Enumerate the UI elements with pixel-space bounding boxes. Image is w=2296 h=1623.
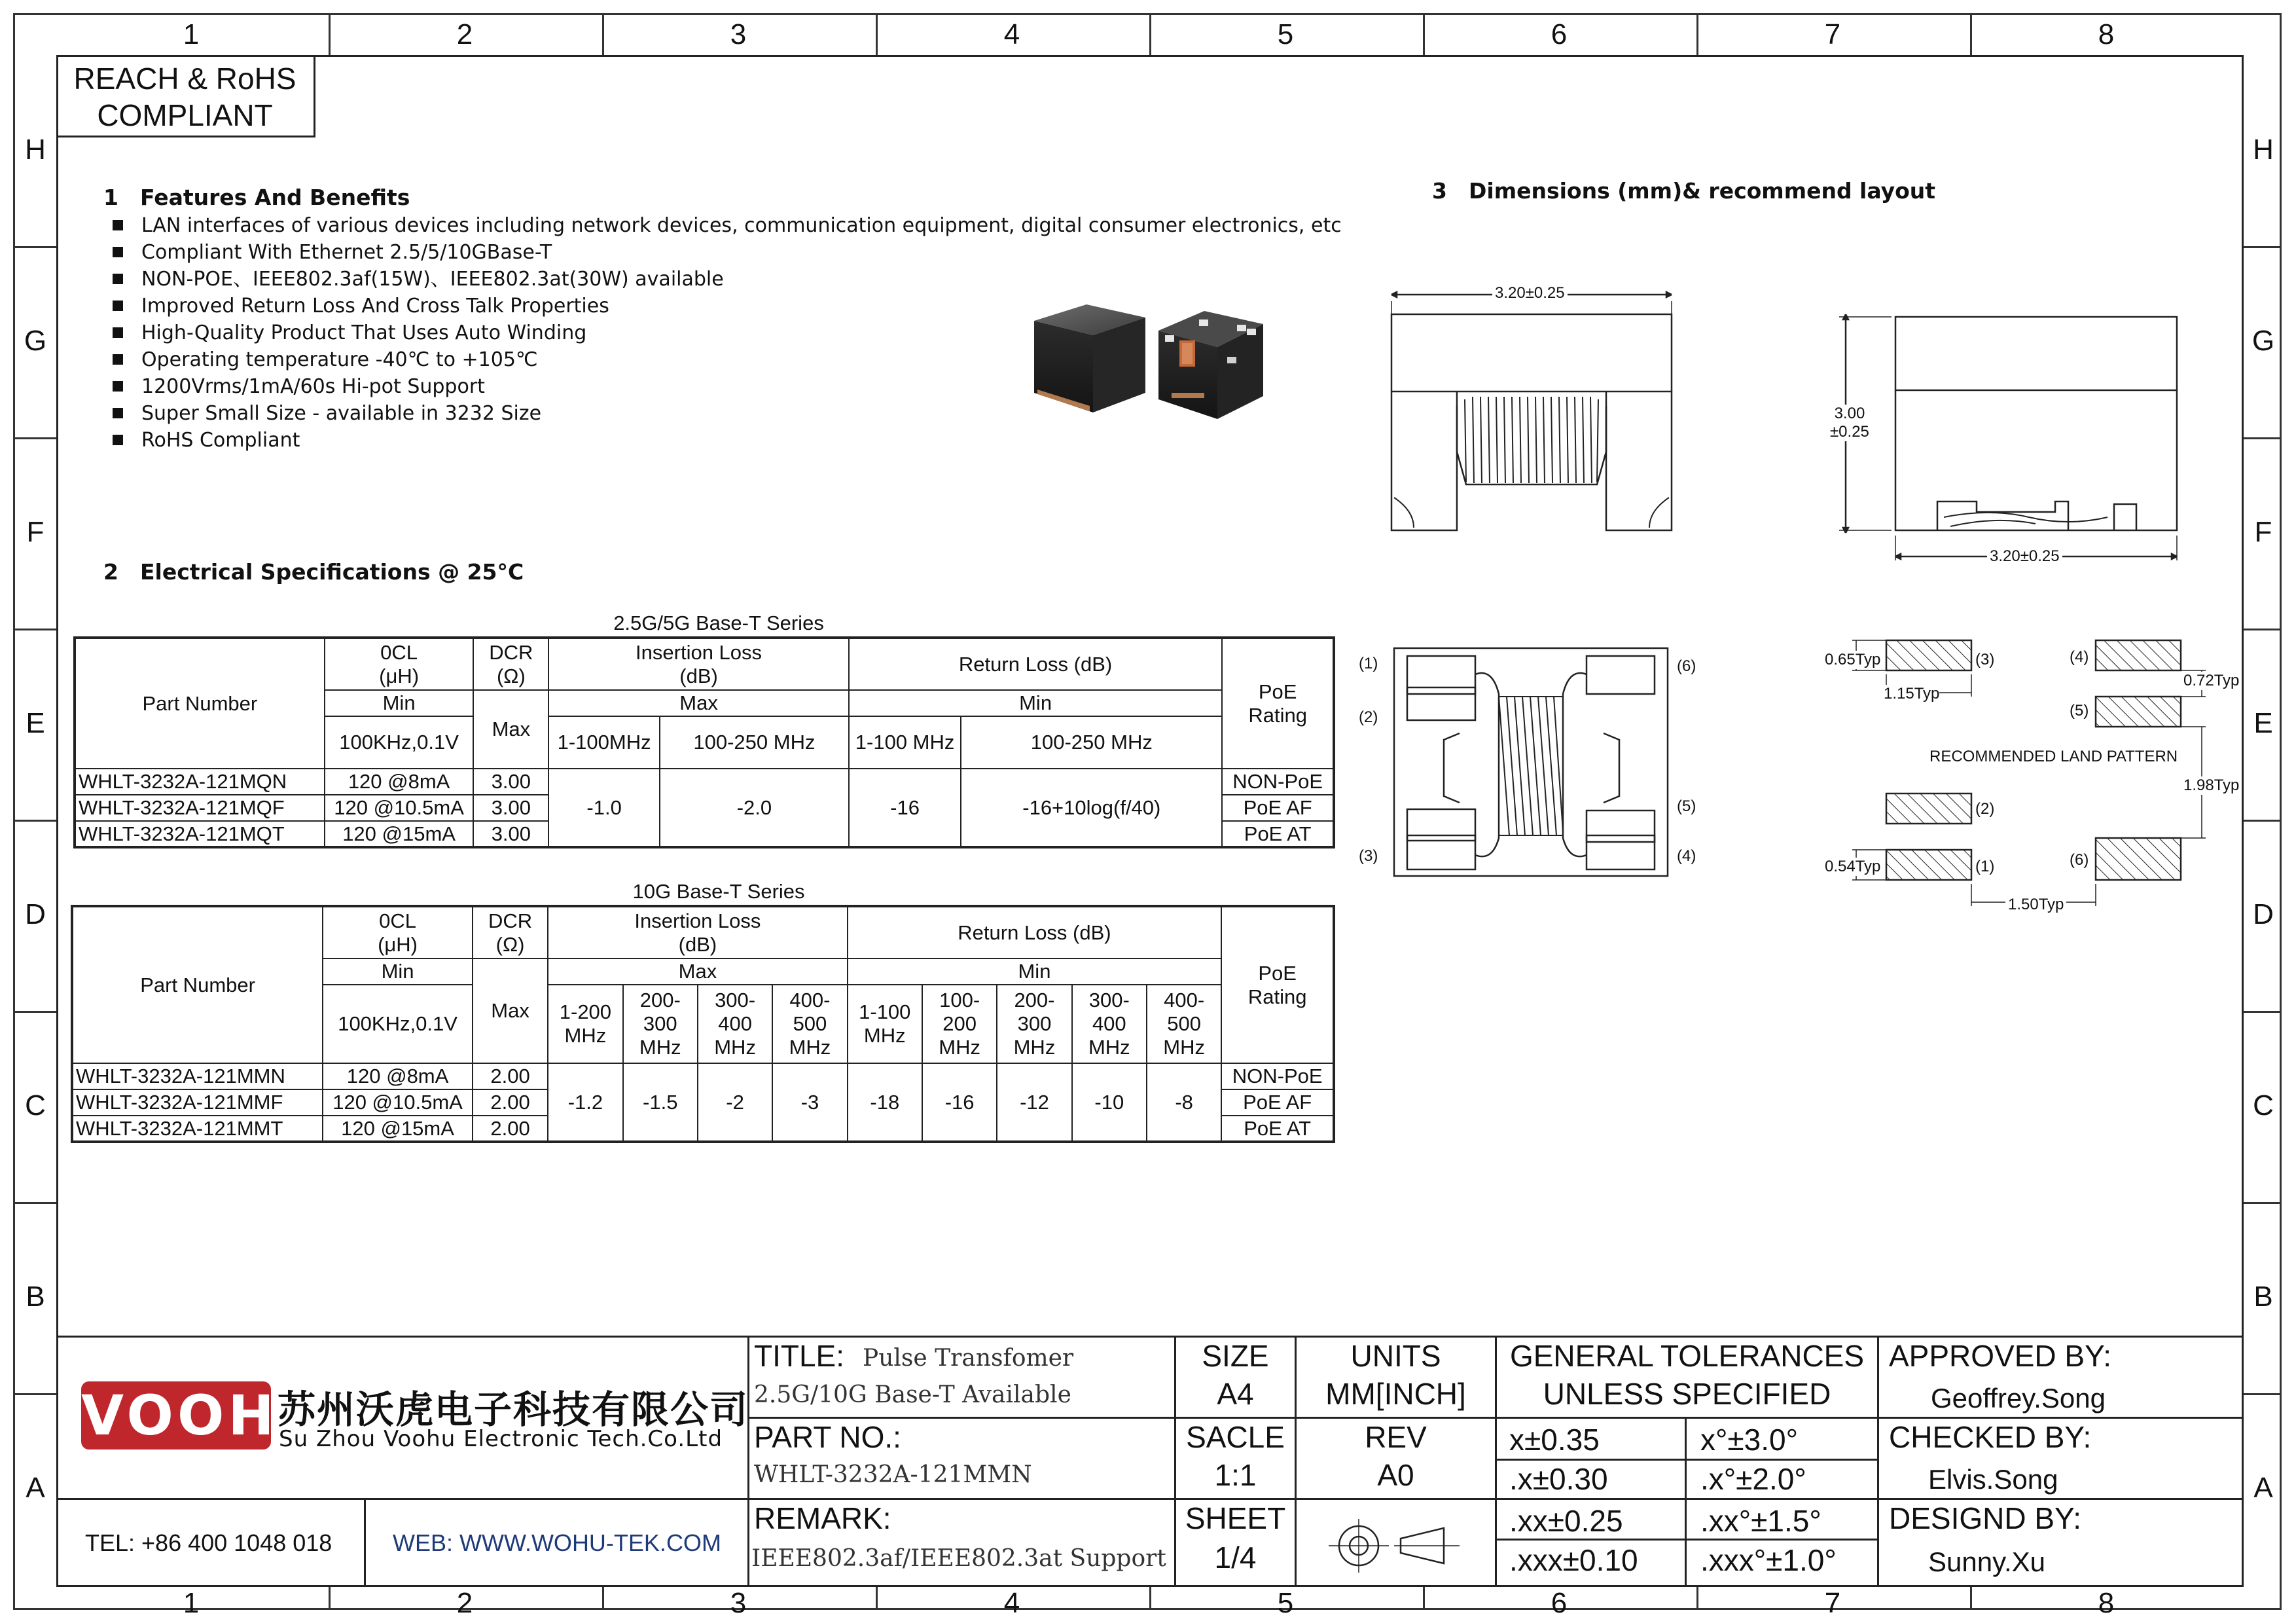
tolerance-linear-2: .xx±0.25 xyxy=(1509,1504,1623,1538)
tolerance-angular-0: x°±3.0° xyxy=(1700,1423,1798,1457)
col-header-part-number: Part Number xyxy=(75,638,325,769)
dim-side-height: 3.00 ±0.25 xyxy=(1830,405,1869,441)
ocl-min-label: Min xyxy=(325,690,474,716)
zone-number: 6 xyxy=(1551,1587,1568,1619)
pin-label-6: (6) xyxy=(1677,657,1696,675)
il-value: -3 xyxy=(772,1063,847,1142)
rl-freq-2: 100-250 MHz xyxy=(961,716,1222,769)
rl-value: -12 xyxy=(997,1063,1071,1142)
dim-115: 1.15Typ xyxy=(1884,685,1940,702)
rl-value: -18 xyxy=(848,1063,922,1142)
il-freq: 300- 400 MHz xyxy=(698,985,772,1063)
zone-number: 8 xyxy=(2098,1587,2115,1619)
zone-number: 2 xyxy=(456,1587,473,1619)
approved-label: APPROVED BY: xyxy=(1889,1339,2112,1373)
designed-value: Sunny.Xu xyxy=(1928,1546,2046,1577)
ocl-condition: 100KHz,0.1V xyxy=(323,985,473,1063)
il-freq: 200- 300 MHz xyxy=(623,985,698,1063)
rl-freq: 300- 400 MHz xyxy=(1072,985,1147,1063)
sheet-value: 1/4 xyxy=(1214,1541,1257,1575)
col-header-return-loss: Return Loss (dB) xyxy=(849,638,1223,690)
part-no-label: PART NO.: xyxy=(754,1420,901,1454)
dim-side-width: 3.20±0.25 xyxy=(1987,547,2062,566)
il-max-label: Max xyxy=(548,690,849,716)
ocl-condition: 100KHz,0.1V xyxy=(325,716,474,769)
zone-number: 4 xyxy=(1003,18,1020,50)
side-view-drawing xyxy=(1820,308,2186,583)
title-value-line1: Pulse Transfomer xyxy=(863,1345,1074,1372)
il-value: -1.5 xyxy=(623,1063,698,1142)
list-item: High-Quality Product That Uses Auto Winding xyxy=(109,319,1342,346)
zone-letter: G xyxy=(2251,325,2275,357)
land-pin-1: (1) xyxy=(1975,858,1995,875)
pin-label-3: (3) xyxy=(1359,847,1378,865)
dimensions-heading xyxy=(1432,178,1935,204)
company-tel: TEL: +86 400 1048 018 xyxy=(85,1529,332,1556)
company-web[interactable]: WEB: WWW.WOHU-TEK.COM xyxy=(393,1529,721,1556)
zone-number: 6 xyxy=(1551,18,1568,50)
dim-150: 1.50Typ xyxy=(2005,896,2066,914)
il-freq: 1-200 MHz xyxy=(548,985,622,1063)
zone-number: 1 xyxy=(183,18,200,50)
table-row: WHLT-3232A-121MMN 120 @8mA 2.00 -1.2 -1.5 -2 -3 -18 -16 -12 -10 -8 NON-PoE xyxy=(72,1063,1334,1089)
designed-label: DESIGND BY: xyxy=(1889,1501,2081,1535)
zone-letter: C xyxy=(2253,1089,2274,1122)
company-name-en: Su Zhou Voohu Electronic Tech.Co.Ltd xyxy=(279,1426,723,1452)
tolerance-linear-3: .xxx±0.10 xyxy=(1509,1543,1638,1577)
col-header-dcr: DCR (Ω) xyxy=(473,638,548,690)
features-title: Features And Benefits xyxy=(140,185,410,210)
pin-label-2: (2) xyxy=(1359,708,1378,726)
dcr-max-label: Max xyxy=(473,690,548,769)
zone-number: 3 xyxy=(730,1587,747,1619)
table1-caption: 2.5G/5G Base-T Series xyxy=(613,611,824,634)
dim-top-width: 3.20±0.25 xyxy=(1492,284,1568,302)
list-item: Compliant With Ethernet 2.5/5/10GBase-T xyxy=(109,239,1342,266)
col-header-poe-rating: PoE Rating xyxy=(1221,906,1334,1063)
pin-label-1: (1) xyxy=(1359,655,1378,672)
electrical-title: Electrical Specifications @ 25°C xyxy=(140,559,524,585)
units-label: UNITS xyxy=(1350,1339,1441,1373)
table2-caption: 10G Base-T Series xyxy=(632,880,805,903)
rl-value: -16+10log(f/40) xyxy=(961,769,1222,847)
electrical-number: 2 xyxy=(103,559,118,585)
ocl-min-label: Min xyxy=(323,958,473,985)
col-header-insertion-loss: Insertion Loss (dB) xyxy=(548,906,847,958)
rev-value: A0 xyxy=(1377,1458,1414,1492)
zone-letter: E xyxy=(26,707,45,739)
il-freq: 400- 500 MHz xyxy=(772,985,847,1063)
list-item: LAN interfaces of various devices including network devices, communication equipment, digital consumer electronics, etc xyxy=(109,212,1342,239)
col-header-ocl: 0CL (μH) xyxy=(323,906,473,958)
rl-value: -10 xyxy=(1072,1063,1147,1142)
rl-freq: 400- 500 MHz xyxy=(1147,985,1221,1063)
compliance-line2: COMPLIANT xyxy=(97,98,273,132)
tolerance-angular-2: .xx°±1.5° xyxy=(1700,1504,1821,1538)
zone-letter: A xyxy=(2253,1472,2273,1504)
zone-number: 8 xyxy=(2098,18,2115,50)
zone-letter: G xyxy=(24,325,47,357)
dim-072: 0.72Typ xyxy=(2183,672,2240,689)
rl-value: -16 xyxy=(922,1063,997,1142)
scale-value: 1:1 xyxy=(1214,1458,1257,1492)
dim-198: 1.98Typ xyxy=(2183,776,2240,794)
il-value: -2.0 xyxy=(660,769,849,847)
tolerance-title-1: GENERAL TOLERANCES xyxy=(1509,1339,1865,1373)
rl-value: -16 xyxy=(849,769,961,847)
electrical-heading xyxy=(103,559,524,585)
zone-number: 5 xyxy=(1277,1587,1294,1619)
tolerance-angular-3: .xxx°±1.0° xyxy=(1700,1543,1837,1577)
dimensions-number: 3 xyxy=(1432,178,1447,204)
company-name-cn: 苏州沃虎电子科技有限公司 xyxy=(278,1387,749,1432)
tolerance-linear-0: x±0.35 xyxy=(1509,1423,1600,1457)
spec-table-10g xyxy=(71,905,1335,1143)
pin-label-4: (4) xyxy=(1677,847,1696,865)
il-freq-1: 1-100MHz xyxy=(548,716,660,769)
remark-label: REMARK: xyxy=(754,1501,891,1535)
list-item: Improved Return Loss And Cross Talk Properties xyxy=(109,293,1342,319)
list-item: 1200Vrms/1mA/60s Hi-pot Support xyxy=(109,373,1342,400)
checked-label: CHECKED BY: xyxy=(1889,1420,2092,1454)
zone-number: 5 xyxy=(1277,18,1294,50)
company-logo xyxy=(81,1381,327,1450)
features-heading xyxy=(103,185,410,210)
remark-value: IEEE802.3af/IEEE802.3at Support xyxy=(751,1545,1166,1572)
zone-letter: F xyxy=(2254,516,2272,548)
table-row: WHLT-3232A-121MQT 120 @15mA 3.00 PoE AT xyxy=(75,821,1334,847)
dim-054: 0.54Typ xyxy=(1825,858,1881,875)
rl-min-label: Min xyxy=(849,690,1223,716)
list-item: Operating temperature -40℃ to +105℃ xyxy=(109,346,1342,373)
dimensions-title: Dimensions (mm)& recommend layout xyxy=(1469,178,1936,204)
dcr-max-label: Max xyxy=(473,958,548,1063)
pin-label-5: (5) xyxy=(1677,797,1696,815)
land-pattern-title: RECOMMENDED LAND PATTERN xyxy=(1929,748,2178,765)
table-row: WHLT-3232A-121MQN 120 @8mA 3.00 -1.0 -2.0 -16 -16+10log(f/40) NON-PoE xyxy=(75,769,1334,795)
units-value: MM[INCH] xyxy=(1325,1377,1466,1411)
table-row: WHLT-3232A-121MMF 120 @10.5mA 2.00 PoE AF xyxy=(72,1089,1334,1116)
sheet-label: SHEET xyxy=(1185,1501,1286,1535)
zone-letter: D xyxy=(2253,898,2274,930)
scale-label: SACLE xyxy=(1186,1420,1285,1454)
rl-freq-1: 1-100 MHz xyxy=(849,716,961,769)
col-header-dcr: DCR (Ω) xyxy=(473,906,548,958)
projection-symbol-icon xyxy=(1316,1516,1473,1575)
il-freq-2: 100-250 MHz xyxy=(660,716,849,769)
col-header-return-loss: Return Loss (dB) xyxy=(848,906,1222,958)
rl-value: -8 xyxy=(1147,1063,1221,1142)
rl-freq: 1-100 MHz xyxy=(848,985,922,1063)
land-pin-5: (5) xyxy=(2070,702,2089,720)
compliance-box xyxy=(56,55,315,137)
col-header-ocl: 0CL (μH) xyxy=(325,638,474,690)
land-pin-3: (3) xyxy=(1975,651,1995,668)
spec-table-2g5g xyxy=(73,636,1335,848)
col-header-insertion-loss: Insertion Loss (dB) xyxy=(548,638,849,690)
size-value: A4 xyxy=(1217,1377,1254,1411)
size-label: SIZE xyxy=(1202,1339,1269,1373)
features-number: 1 xyxy=(103,185,118,210)
col-header-part-number: Part Number xyxy=(72,906,323,1063)
approved-value: Geoffrey.Song xyxy=(1931,1383,2106,1413)
zone-letter: H xyxy=(25,134,46,166)
list-item: Super Small Size - available in 3232 Size xyxy=(109,400,1342,427)
zone-letter: E xyxy=(2253,707,2273,739)
zone-number: 3 xyxy=(730,18,747,50)
rev-label: REV xyxy=(1365,1420,1427,1454)
zone-letter: C xyxy=(25,1089,46,1122)
title-label: TITLE: xyxy=(754,1339,845,1373)
zone-letter: D xyxy=(25,898,46,930)
rl-freq: 200- 300 MHz xyxy=(997,985,1071,1063)
product-3d-image xyxy=(1028,295,1296,426)
il-value: -1.0 xyxy=(548,769,660,847)
checked-value: Elvis.Song xyxy=(1928,1464,2058,1495)
land-pin-4: (4) xyxy=(2070,648,2089,666)
table-row: WHLT-3232A-121MQF 120 @10.5mA 3.00 PoE AF xyxy=(75,795,1334,821)
dim-065: 0.65Typ xyxy=(1825,651,1881,668)
compliance-line1: REACH & RoHS xyxy=(73,62,296,96)
zone-number: 1 xyxy=(183,1587,200,1619)
zone-letter: A xyxy=(26,1472,45,1504)
zone-letter: B xyxy=(26,1281,45,1313)
logo-text: VOOHU xyxy=(81,1383,327,1448)
rl-min-label: Min xyxy=(848,958,1222,985)
land-pin-2: (2) xyxy=(1975,800,1995,818)
tolerance-angular-1: .x°±2.0° xyxy=(1700,1462,1806,1496)
col-header-poe-rating: PoE Rating xyxy=(1222,638,1334,769)
tolerance-title-2: UNLESS SPECIFIED xyxy=(1543,1377,1831,1411)
bottom-view-drawing xyxy=(1381,642,1682,890)
list-item: NON-POE、IEEE802.3af(15W)、IEEE802.3at(30W) available xyxy=(109,266,1342,293)
zone-letter: H xyxy=(2253,134,2274,166)
list-item: RoHS Compliant xyxy=(109,427,1342,454)
il-value: -2 xyxy=(698,1063,772,1142)
zone-letter: F xyxy=(26,516,45,548)
part-no-value: WHLT-3232A-121MMN xyxy=(754,1461,1032,1488)
zone-number: 2 xyxy=(456,18,473,50)
title-value-line2: 2.5G/10G Base-T Available xyxy=(754,1381,1071,1408)
land-pin-6: (6) xyxy=(2070,851,2089,869)
zone-number: 7 xyxy=(1824,18,1841,50)
table-row: WHLT-3232A-121MMT 120 @15mA 2.00 PoE AT xyxy=(72,1116,1334,1142)
zone-number: 4 xyxy=(1003,1587,1020,1619)
tolerance-linear-1: .x±0.30 xyxy=(1509,1462,1608,1496)
rl-freq: 100- 200 MHz xyxy=(922,985,997,1063)
zone-number: 7 xyxy=(1824,1587,1841,1619)
front-view-drawing xyxy=(1374,275,1682,537)
il-value: -1.2 xyxy=(548,1063,622,1142)
il-max-label: Max xyxy=(548,958,847,985)
zone-letter: B xyxy=(2253,1281,2273,1313)
